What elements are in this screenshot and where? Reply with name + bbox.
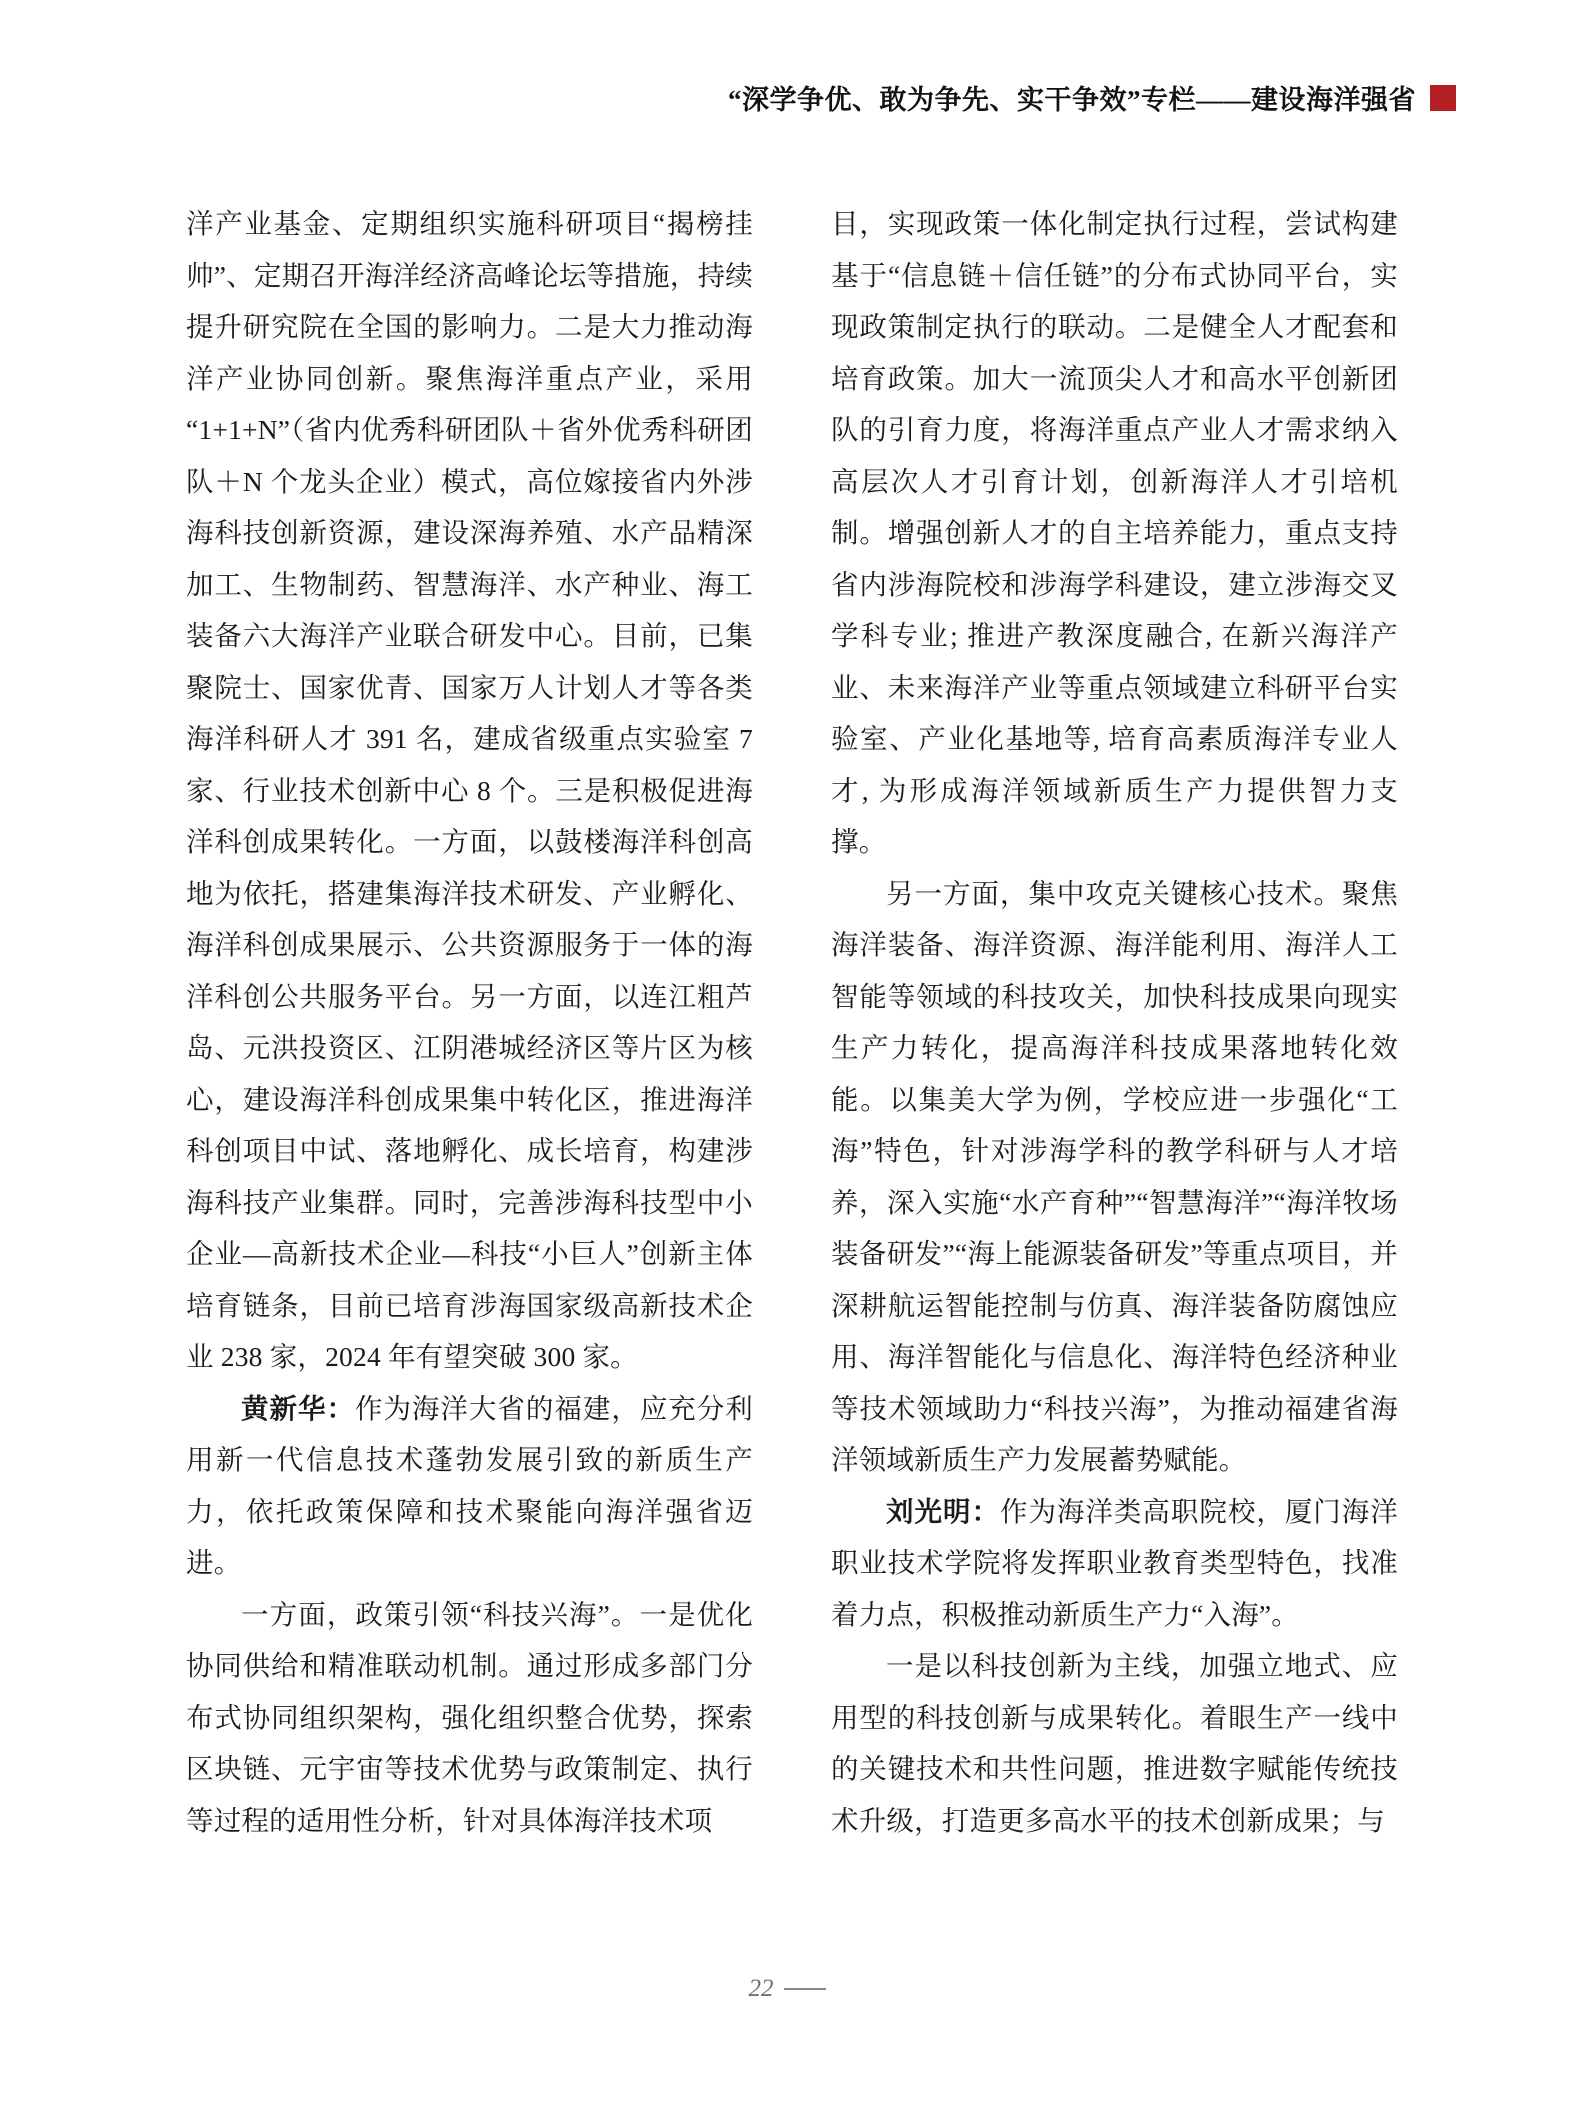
page-number: 22	[748, 1975, 774, 2002]
header-title: “深学争优、敢为争先、实干争效”专栏——建设海洋强省	[728, 85, 1416, 115]
paragraph: 一方面，政策引领“科技兴海”。一是优化协同供给和精准联动机制。通过形成多部门分布式协同组织架构，强化组织整合优势，探索区块链、元宇宙等技术优势与政策制定、执行等过程的适用性分析，针对具体海洋技术项	[186, 1598, 753, 1836]
paragraph-text: 作为海洋大省的福建，应充分利用新一代信息技术蓬勃发展引致的新质生产力，依托政策保障和技术聚能向海洋强省迈进。	[186, 1392, 753, 1578]
paragraph: 洋产业基金、定期组织实施科研项目“揭榜挂帅”、定期召开海洋经济高峰论坛等措施，持续提升研究院在全国的影响力。二是大力推动海洋产业协同创新。聚焦海洋重点产业，采用“1+1+N”（省内优秀科研团队＋省外优秀科研团队＋N 个龙头企业）模式，高位嫁接省内外涉海科技创新资源，建设深海养殖、水产品精深加工、生物制药、智慧海洋、水产种业、海工装备六大海洋产业联合研发中心。目前，已集聚院士、国家优青、国家万人计划人才等各类海洋科研人才 391 名，建成省级重点实验室 7 家、行业技术创新中心 8 个。三是积极促进海洋科创成果转化。一方面，以鼓楼海洋科创高地为依托，搭建集海洋技术研发、产业孵化、海洋科创成果展示、公共资源服务于一体的海洋科创公共服务平台。另一方面，以连江粗芦岛、元洪投资区、江阴港城经济区等片区为核心，建设海洋科创成果集中转化区，推进海洋科创项目中试、落地孵化、成长培育，构建涉海科技产业集群。同时，完善涉海科技型中小企业—高新技术企业—科技“小巨人”创新主体培育链条，目前已培育涉海国家级高新技术企业 238 家，2024 年有望突破 300 家。	[186, 208, 753, 1372]
column-left	[186, 198, 753, 1846]
paragraph: 目，实现政策一体化制定执行过程，尝试构建基于“信息链＋信任链”的分布式协同平台，实现政策制定执行的联动。二是健全人才配套和培育政策。加大一流顶尖人才和高水平创新团队的引育力度，将海洋重点产业人才需求纳入高层次人才引育计划，创新海洋人才引培机制。增强创新人才的自主培养能力，重点支持省内涉海院校和涉海学科建设，建立涉海交叉学科专业; 推进产教深度融合, 在新兴海洋产业、未来海洋产业等重点领域建立科研平台实验室、产业化基地等, 培育高素质海洋专业人才, 为形成海洋领域新质生产力提供智力支撑。	[831, 208, 1398, 857]
red-square-icon	[1430, 85, 1456, 111]
page-footer	[0, 1975, 1574, 2003]
column-right	[831, 198, 1398, 1846]
page-header	[728, 78, 1456, 117]
speaker-name: 黄新华：	[241, 1392, 355, 1424]
paragraph-text: 作为海洋类高职院校，厦门海洋职业技术学院将发挥职业教育类型特色，找准着力点，积极推动新质生产力“入海”。	[831, 1495, 1398, 1630]
paragraph-with-speaker	[186, 1383, 753, 1589]
paragraph: 一是以科技创新为主线，加强立地式、应用型的科技创新与成果转化。着眼生产一线中的关键技术和共性问题，推进数字赋能传统技术升级，打造更多高水平的技术创新成果；与	[831, 1650, 1398, 1836]
paragraph: 另一方面，集中攻克关键核心技术。聚焦海洋装备、海洋资源、海洋能利用、海洋人工智能等领域的科技攻关，加快科技成果向现实生产力转化，提高海洋科技成果落地转化效能。以集美大学为例，学校应进一步强化“工海”特色，针对涉海学科的教学科研与人才培养，深入实施“水产育种”“智慧海洋”“海洋牧场装备研发”“海上能源装备研发”等重点项目，并深耕航运智能控制与仿真、海洋装备防腐蚀应用、海洋智能化与信息化、海洋特色经济种业等技术领域助力“科技兴海”，为推动福建省海洋领域新质生产力发展蓄势赋能。	[831, 877, 1398, 1475]
paragraph-with-speaker	[831, 1486, 1398, 1641]
two-column-body	[186, 198, 1398, 1846]
footer-rule	[784, 1988, 826, 1990]
speaker-name: 刘光明：	[886, 1495, 1000, 1527]
